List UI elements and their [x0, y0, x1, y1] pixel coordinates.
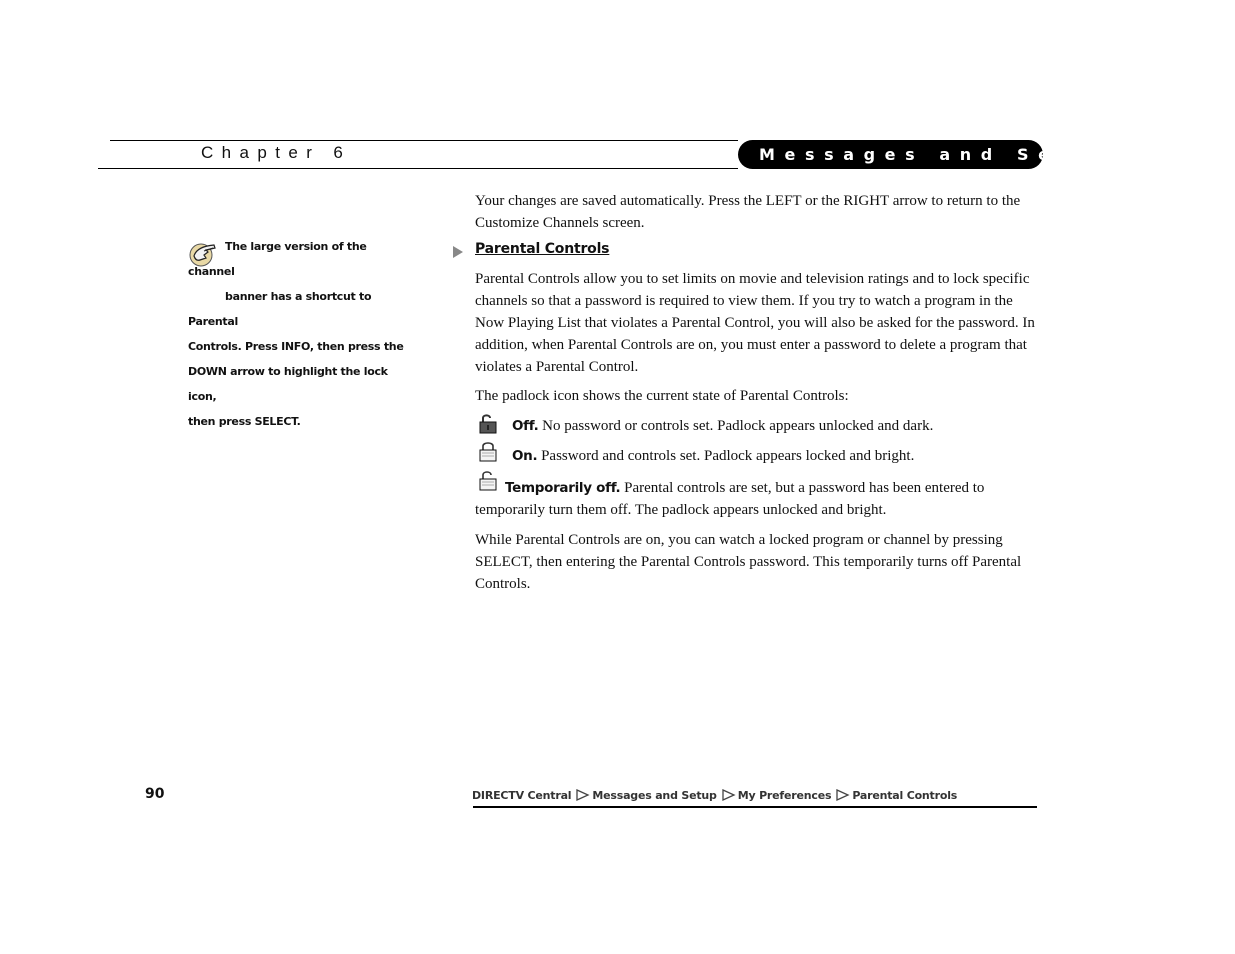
padlock-unlocked-dark-icon [478, 412, 498, 434]
breadcrumb-arrow-icon [576, 789, 590, 801]
breadcrumb-arrow-icon [722, 789, 736, 801]
state-term: Temporarily off. [505, 480, 621, 496]
breadcrumb-item: DIRECTV Central [472, 788, 572, 802]
triangle-bullet-icon [452, 245, 464, 259]
state-row-off [475, 415, 1037, 437]
state-row-on [475, 445, 1037, 467]
state-text: Parental controls are set, but a password has been entered to temporarily turn them off. The padlock appears unlocked and bright. [475, 480, 985, 518]
padlock-locked-bright-icon [478, 440, 498, 462]
breadcrumb-item: Messages and Setup [592, 788, 717, 802]
state-text: Password and controls set. Padlock appears locked and bright. [537, 448, 915, 464]
footer-rule [473, 806, 1037, 808]
tip-line: DOWN arrow to highlight the lock icon, [188, 365, 388, 403]
padlock-unlocked-bright-icon [478, 469, 498, 491]
tip-line: Controls. Press INFO, then press the [188, 340, 404, 353]
closing-paragraph: While Parental Controls are on, you can watch a locked program or channel by pressing SELECT, then entering the Parental Controls password. This temporarily turns off Parental Controls. [475, 532, 1022, 592]
header-rule-top [110, 140, 738, 141]
padlock-intro-paragraph: The padlock icon shows the current state of Parental Controls: [475, 388, 849, 404]
breadcrumb-item: Parental Controls [852, 788, 958, 802]
tip-line: banner has a shortcut to Parental [188, 290, 372, 328]
section-heading: Parental Controls [475, 241, 610, 257]
header-rule-bottom [98, 168, 738, 169]
state-row-temporarily-off [475, 477, 1037, 521]
description-paragraph: Parental Controls allow you to set limits on movie and television ratings and to lock specific channels so that a password is required to view them. If you try to watch a program in the Now Playing List that violates a Parental Control, you will also be asked for the password. In addition, when Parental Controls are on, you must enter a password to delete a program that violates a Parental Control. [475, 271, 1035, 375]
breadcrumb-arrow-icon [836, 789, 850, 801]
section-title-pill: Messages and Setup [738, 140, 1043, 169]
state-term: Off. [512, 418, 539, 434]
intro-paragraph: Your changes are saved automatically. Press the LEFT or the RIGHT arrow to return to the Customize Channels screen. [475, 193, 1021, 231]
state-term: On. [512, 448, 538, 464]
page-number: 90 [145, 786, 165, 802]
sidebar-tip-text [188, 234, 413, 434]
tip-line: then press SELECT. [188, 415, 301, 428]
breadcrumb-item: My Preferences [737, 788, 832, 802]
state-text: No password or controls set. Padlock appears unlocked and dark. [538, 418, 934, 434]
chapter-label: Chapter 6 [201, 143, 352, 162]
breadcrumb [472, 786, 957, 804]
tip-line: The large version of the channel [188, 240, 367, 278]
